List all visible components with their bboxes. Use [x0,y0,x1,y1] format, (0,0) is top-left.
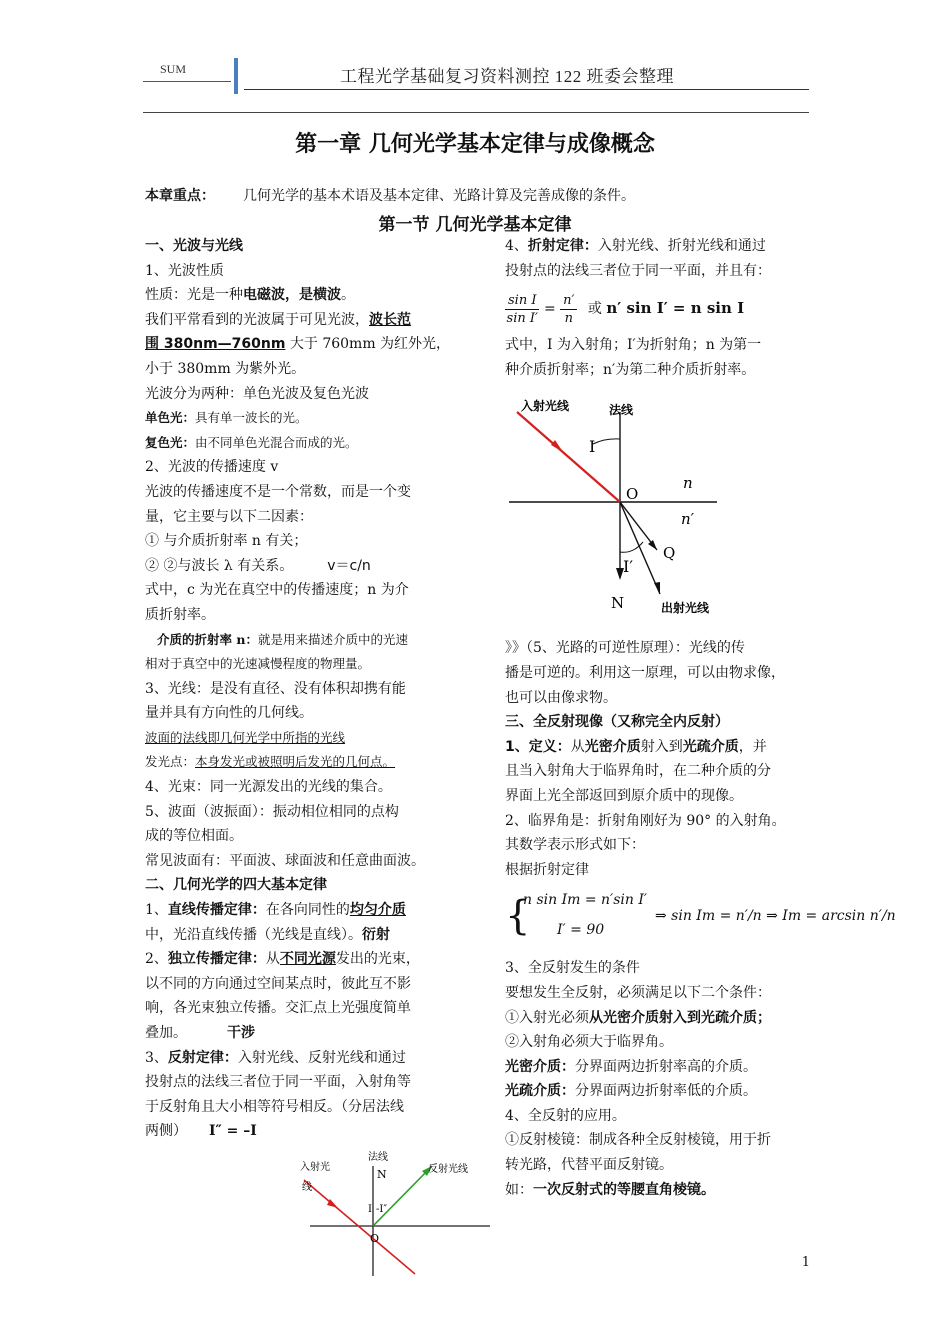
header-rule-right [244,89,809,90]
header-title: 工程光学基础复习资料测控 122 班委会整理 [340,67,674,86]
text-line: 以不同的方向通过空间某点时，彼此互不影 [145,975,411,992]
critical-angle-equation: { n sin Im = n′sin I′ I′ = 90 ⇒ sin Im = n′/n ⇒ Im = arcsin n′/n [505,882,815,956]
text-line: 投射点的法线三者位于同一平面，入射角等 [145,1074,411,1091]
text-line: ② ②与波长 λ 有关系。 v＝c/n [145,557,371,574]
text-line: 如：一次反射式的等腰直角棱镜。 [505,1181,715,1198]
incident-ray [304,1180,415,1274]
text-line: 2、临界角是：折射角刚好为 90° 的入射角。 [505,812,786,829]
text-line: 光密介质：分界面两边折射率高的介质。 [505,1058,757,1075]
header-accent-bar [234,58,238,94]
text-line: 响，各光束独立传播。交汇点上光强度简单 [145,1000,411,1017]
text-line: 常见波面有：平面波、球面波和任意曲面波。 [145,852,425,869]
text-line: 相对于真空中的光速减慢程度的物理量。 [145,656,371,672]
label-I2: I′ [623,557,633,576]
section-title: 第一节 几何光学基本定律 [378,215,572,235]
text-line: 3、全反射发生的条件 [505,960,640,977]
label-I2: -I″ [376,1204,388,1215]
label-N: N [377,1168,387,1181]
text-line: 中，光沿直线传播（光线是直线）。衍射 [145,926,390,943]
fraction-n: $\frac{n'}{n}$ [560,292,577,327]
header-sum-label: SUM [160,62,187,76]
refraction-diagram [505,392,745,624]
text-line: 光波的传播速度不是一个常数，而是一个变 [145,483,411,500]
label-incident-a: 入射光 [300,1162,330,1173]
snell-formula: $\frac{\text{sin I}}{\text{sin I′}}$ = $\frac{n'}{n}$ 或 n′ sin I′ = n sin I [506,292,745,326]
text-line: 投射点的法线三者位于同一平面，并且有： [505,262,771,279]
text-line: 界面上光全部返回到原介质中的现像。 [505,787,743,804]
text-line: 成的等位相面。 [145,828,243,845]
text-line: 性质：光是一种电磁波，是横波。 [145,287,355,304]
header-rule-left [143,81,231,82]
text-line: 发光点：本身发光或被照明后发光的几何点。 [145,754,396,770]
heading-four-laws: 二、几何光学的四大基本定律 [145,877,327,894]
text-line: 1、定义：从光密介质射入到光疏介质，并 [505,738,767,755]
text-line: 式中，c 为光在真空中的传播速度；n 为介 [145,582,409,599]
text-line: 3、反射定律：入射光线、反射光线和通过 [145,1049,406,1066]
text-line: 复色光：由不同单色光混合而成的光。 [145,434,358,450]
text-line: 4、光束：同一光源发出的光线的集合。 [145,779,392,796]
text-line: 》》（5、光路的可逆性原理）：光线的传 [505,640,745,657]
text-line: 1、光波性质 [145,262,224,279]
text-line: 且当入射角大于临界角时，在二种介质的分 [505,763,771,780]
text-line: 质折射率。 [145,606,215,623]
text-line: 叠加。 干涉 [145,1025,255,1041]
outgoing-arrowhead [654,582,660,594]
heading-total-reflection: 三、全反射现像（又称完全内反射） [505,714,729,731]
label-outgoing: 出射光线 [661,601,710,615]
label-N: N [611,594,625,612]
label-O: O [626,485,639,503]
text-line: 播是可逆的。利用这一原理，可以由物求像， [505,664,785,681]
left-column [145,234,455,1144]
text-line: 种介质折射率；n′为第二种介质折射率。 [505,361,756,378]
label-normal: 法线 [609,403,634,417]
incident-arrowhead [551,440,563,452]
refracted-arrowhead-Q [648,540,657,550]
label-normal: 法线 [368,1152,388,1163]
text-line: 我们平常看到的光波属于可见光波，波长范 [145,311,411,328]
label-n2: n′ [681,510,695,528]
label-reflected: 反射光线 [428,1164,468,1175]
brace: { [505,893,531,940]
text-line: 其数学表示形式如下： [505,837,645,854]
right-column [505,234,896,1202]
text-line: ①反射棱镜：制成各种全反射棱镜，用于折 [505,1132,771,1149]
text-line: 围 380nm—760nm 大于 760mm 为红外光， [145,336,451,353]
text-line: 光波分为两种：单色光波及复色光波 [145,385,369,402]
text-line: 两侧） I″ = –I [145,1123,257,1140]
text-line: 2、独立传播定律：从不同光源发出的光束， [145,951,420,968]
text-line: 式中，I 为入射角；I′为折射角；n 为第一 [505,337,762,354]
text-line: 3、光线：是没有直径、没有体积却携有能 [145,680,406,697]
text-line: 4、折射定律：入射光线、折射光线和通过 [505,238,766,254]
label-incident-b: 线 [302,1182,312,1193]
text-line: 于反射角且大小相等符号相反。（分居法线 [145,1098,404,1115]
text-line: 光疏介质：分界面两边折射率低的介质。 [505,1083,757,1100]
heading-light-waves: 一、光波与光线 [145,238,243,254]
text-line: 波面的法线即几何光学中所指的光线 [145,729,346,745]
fraction-sin: $\frac{\text{sin I}}{\text{sin I′}}$ [506,292,538,326]
text-line: 1、直线传播定律：在各向同性的均匀介质 [145,902,406,919]
text-line: 小于 380mm 为紫外光。 [145,360,306,377]
reflection-diagram [290,1148,500,1278]
text-line: 根据折射定律 [505,861,589,878]
text-line: 量，它主要与以下二因素： [145,508,313,525]
label-incident: 入射光线 [521,399,570,413]
label-I: I [368,1204,372,1215]
chapter-title: 第一章 几何光学基本定律与成像概念 [295,132,655,157]
text-line: 2、光波的传播速度 v [145,459,279,476]
text-line: 介质的折射率 n：就是用来描述介质中的光速 [157,631,408,647]
text-line: ①入射光必须从光密介质射入到光疏介质； [505,1009,771,1026]
label-n: n [683,474,693,492]
label-I: I [589,437,596,456]
text-line: 5、波面（波振面）：振动相位相同的点构 [145,803,399,820]
text-line: 量并具有方向性的几何线。 [145,705,313,722]
incident-ray [517,412,620,502]
text-line: 4、全反射的应用。 [505,1107,626,1124]
text-line: ②入射角必须大于临界角。 [505,1034,673,1051]
text-line: 单色光：具有单一波长的光。 [145,410,308,426]
text-line: 也可以由像求物。 [505,689,617,706]
label-O: O [370,1232,380,1245]
text-line: ① 与介质折射率 n 有关； [145,533,308,550]
header-divider [143,112,809,113]
text-line: 转光路，代替平面反射镜。 [505,1157,673,1174]
label-Q: Q [663,544,676,562]
page-number: 1 [801,1255,810,1270]
key-points-label: 本章重点： [145,188,215,204]
text-line: 要想发生全反射，必须满足以下二个条件： [505,984,771,1001]
key-points-text: 几何光学的基本术语及基本定律、光路计算及完善成像的条件。 [243,188,635,204]
angle-arc-I [593,439,620,444]
key-points [145,185,635,205]
